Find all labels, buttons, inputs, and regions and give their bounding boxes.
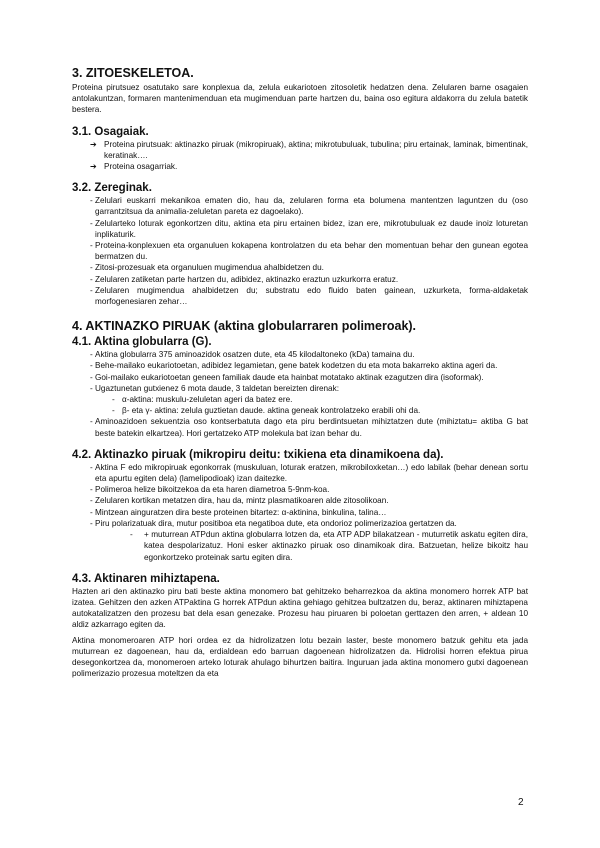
section-4-1-sublist <box>72 394 528 416</box>
page-number: 2 <box>518 797 524 808</box>
section-4-1-list <box>72 349 528 394</box>
list-item: - Aminoazidoen sekuentzia oso kontserbatuta dago eta piru berdintsuetan mihiztatzen dute (mihiztatu= aktiba G bat beste batekin elkartzea). Hori gertatzeko ATP molekula bat izan behar du. <box>90 417 528 438</box>
dash-marker: - <box>90 196 93 206</box>
section-4-3-heading: 4.3. Aktinaren mihiztapena. <box>72 572 220 585</box>
list-item: - β- eta γ- aktina: zelula guztietan daude. aktina geneak kontrolatzeko erabili ohi da. <box>112 406 421 416</box>
list-item: ➔ Proteina osagarriak. <box>90 162 178 172</box>
list-item: - Zelularteko loturak egonkortzen ditu, aktina eta piru ertainen bidez, izan ere, mikrotubuluak ez daude inoiz loturetan inplikaturik. <box>90 218 528 239</box>
list-item: - Aktina F edo mikropiruak egonkorrak (muskuluan, loturak eratzen, mikrobiloxketan…) edo labilak (behar denean sortu eta apurtu egiten dela) (lamelipodioak) izan daitezke. <box>90 462 528 484</box>
dash-marker: - <box>90 518 93 528</box>
section-3-1-list <box>72 139 528 173</box>
section-3-2-list <box>72 195 528 307</box>
dash-marker: - <box>90 372 93 382</box>
dash-marker: - <box>90 462 93 472</box>
dash-marker: - <box>112 395 115 405</box>
dash-marker: - <box>90 285 93 295</box>
dash-marker: - <box>90 496 93 506</box>
list-item: - Polimeroa helize bikoitzekoa da eta haren diametroa 5-9nm-koa. <box>90 485 330 495</box>
list-item: - Goi-mailako eukariotoetan geneen familiak daude eta hainbat motatako aktinak ezagutzen dira (isoformak). <box>90 372 484 382</box>
list-item: - Proteina-konplexuen eta organuluen kokapena kontrolatzen du eta behar den momentuan behar den gunean egotea bermatzen du. <box>90 241 528 262</box>
list-item: - Aktina globularra 375 aminoazidok osatzen dute, eta 45 kilodaltoneko (kDa) tamaina du. <box>90 350 415 360</box>
list-item: - + muturrean ATPdun aktina globularra lotzen da, eta ATP ADP bilakatzean - muturretik askatu egiten dira, katea despolarizatuz. Honi esker aktinazko piruak oso dinamikoak dira. Batzuetan, helize bikoitz hau egonkortzeko proteinak sartu egiten dira. <box>130 530 528 562</box>
list-item: - α-aktina: muskulu-zeluletan ageri da batez ere. <box>112 395 293 405</box>
list-item: - Zelularen kortikan metatzen dira, hau da, mintz plasmatikoaren alde zitosolikoan. <box>90 496 389 506</box>
list-item: ➔ Proteina pirutsuak: aktinazko piruak (mikropiruak), aktina; mikrotubuluak, tubulina; piru ertainak, laminak, bimentinak, keratinak…. <box>90 139 528 160</box>
dash-marker: - <box>90 417 93 427</box>
dash-marker: - <box>90 218 93 228</box>
dash-marker: - <box>90 361 93 371</box>
document-page <box>72 66 528 679</box>
section-4-3-paragraph-2: Aktina monomeroaren ATP hori ordea ez da hidrolizatzen lotu bezain laster, beste monomero batzuk gehitu eta jada muturrean ez dagoenean, hau da, erdialdean edo barruan dagoenean hidrolizatzen da. Hidrolisi horren efektua pirua desegonkortzea da, monomeroen arteko loturak ahulago bihurtzen baitira. Inguruan jada aktina monomero gutxi dagoenean polimerizazio prozesua moteltzen da eta <box>72 635 528 679</box>
dash-marker: - <box>112 406 115 416</box>
dash-marker: - <box>90 350 93 360</box>
section-4-2-list <box>72 462 528 529</box>
section-3-heading: 3. ZITOESKELETOA. <box>72 66 194 80</box>
list-item: - Zelularen zatiketan parte hartzen du, adibidez, aktinazko eraztun uzkurkorra eratuz. <box>90 274 399 284</box>
list-item: - Behe-mailako eukariotoetan, adibidez legamietan, gene batek kodetzen du eta mota bakarreko aktina ageri da. <box>90 361 498 371</box>
dash-marker: - <box>90 241 93 251</box>
arrow-icon: ➔ <box>90 162 97 172</box>
section-3-intro: Proteina pirutsuez osatutako sare konplexua da, zelula eukariotoen zitosoletik hedatzen dena. Zelularen barne osagaien antolakuntzan, formaren mantenimenduan eta mugimenduan parte hartzen du, baina oso egitura aldakorra du zelula batetik bestera. <box>72 83 528 115</box>
section-4-2-heading: 4.2. Aktinazko piruak (mikropiru deitu: txikiena eta dinamikoena da). <box>72 448 444 461</box>
dash-marker: - <box>90 383 93 393</box>
section-4-3-paragraph-1: Hazten ari den aktinazko piru bati beste aktina monomero bat gehitzeko beharrezkoa da aktina monomero horrek ATP bat izatea. Gehitzen den azken ATPaktina G horrek ATPdun aktina gehiago gehitzea bultzatzen du, beraz, aktinaren mihiztapena autokatalizatzen den prozesu bat dela esan genezake. Prozesu hau piruaren bi poloetan gerttazen den arren, + aldean 10 aldiz azkarrago egiten da. <box>72 586 528 630</box>
dash-marker: - <box>90 507 93 517</box>
dash-marker: - <box>90 485 93 495</box>
dash-marker: - <box>90 274 93 284</box>
section-3-2-heading: 3.2. Zereginak. <box>72 182 152 195</box>
list-item: - Zelulari euskarri mekanikoa ematen dio, hau da, zelularen forma eta bolumena mantentzen laguntzen du (oso garrantzitsua da animalia-zeluletan pareta ez dagoelako). <box>90 196 528 217</box>
section-4-heading: 4. AKTINAZKO PIRUAK (aktina globularraren polimeroak). <box>72 319 417 334</box>
section-4-1-heading: 4.1. Aktina globularra (G). <box>72 336 212 349</box>
list-item: - Zitosi-prozesuak eta organuluen mugimendua ahalbidetzen du. <box>90 263 324 273</box>
dash-marker: - <box>130 530 133 540</box>
section-3-1-heading: 3.1. Osagaiak. <box>72 125 149 138</box>
list-item: - Zelularen mugimendua ahalbidetzen du; substratu edo fluido baten gainean, uzkurketa, forma-aldaketak morfogenesiaren zehar… <box>90 285 528 307</box>
arrow-icon: ➔ <box>90 139 97 149</box>
list-item: - Ugaztunetan gutxienez 6 mota daude, 3 taldetan bereizten direnak: <box>90 383 339 393</box>
section-4-1-list-continued <box>72 416 528 438</box>
section-4-2-sublist <box>72 529 528 563</box>
list-item: - Mintzean ainguratzen dira beste proteinen bitartez: α-aktinina, binkulina, talina… <box>90 507 387 517</box>
dash-marker: - <box>90 263 93 273</box>
list-item: - Piru polarizatuak dira, mutur positiboa eta negatiboa dute, eta ondorioz polimerizazioa gertatzen da. <box>90 518 457 528</box>
